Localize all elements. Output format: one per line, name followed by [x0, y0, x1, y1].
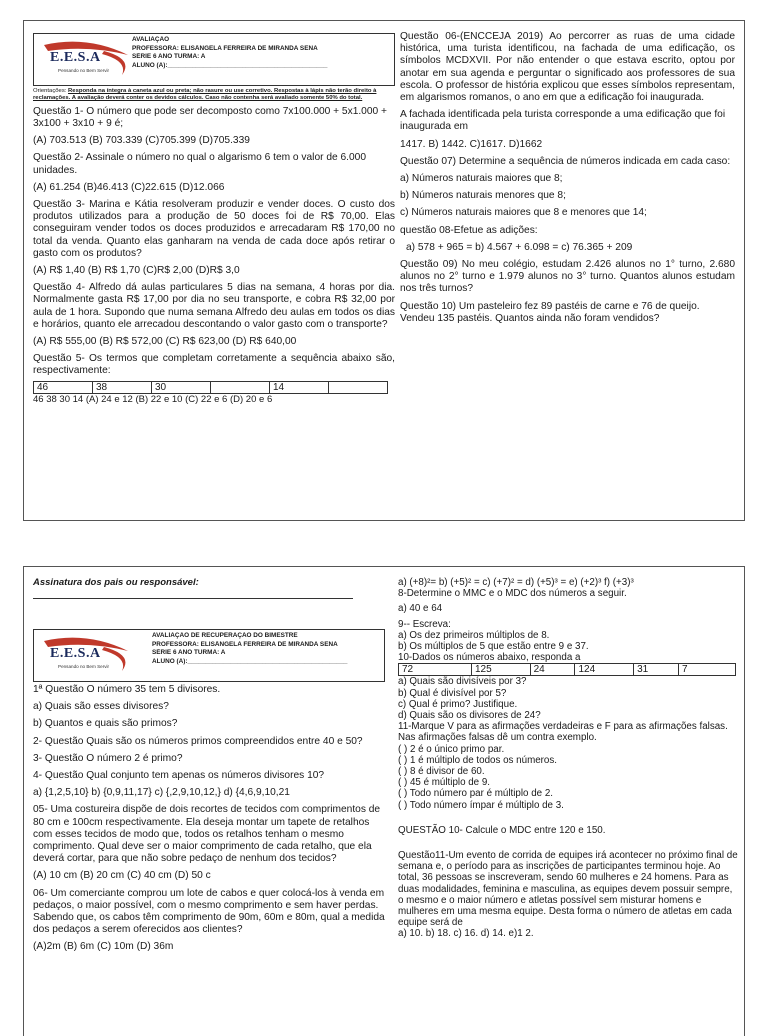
- answer-options: (A) 10 cm (B) 20 cm (C) 40 cm (D) 50 c: [33, 870, 211, 882]
- student-name-line: ALUNO (A):_____________________________________________: [132, 61, 328, 69]
- page2-right-column: [398, 577, 738, 940]
- question-text: Questão 09) No meu colégio, estudam 2.426 alunos no 1° turno, 2.680 alunos no 2° turno e 1.979 alunos no 3° turno. Quantos alunos estudam nos três turnos?: [400, 259, 735, 295]
- logo-brand: E.E.S.A: [50, 50, 101, 65]
- true-false-item: ( ) 2 é o único primo par.: [398, 743, 505, 755]
- question-text: A fachada identificada pela turista corresponde a uma edificação que foi inaugurada em: [400, 109, 726, 133]
- answer-options: (A) 61.254 (B)46.413 (C)22.615 (D)12.066: [33, 181, 225, 193]
- answer-options: 1417. B) 1442. C)1617. D)1662: [400, 138, 543, 150]
- page1-right-column: [400, 31, 735, 330]
- question-text: 4- Questão Qual conjunto tem apenas os números divisores 10?: [33, 770, 325, 782]
- sub-item: c) Qual é primo? Justifique.: [398, 698, 518, 710]
- true-false-item: ( ) 1 é múltiplo de todos os números.: [398, 754, 558, 766]
- answer-options: (A) R$ 555,00 (B) R$ 572,00 (C) R$ 623,00 (D) R$ 640,00: [33, 336, 297, 348]
- question-text: Questão 10) Um pasteleiro fez 89 pastéis de carne e 76 de queijo. Vendeu 135 pastéis. Quantos ainda não foram vendidos?: [400, 300, 700, 324]
- answer-options: (A) R$ 1,40 (B) R$ 1,70 (C)R$ 2,00 (D)R$ 3,0: [33, 265, 240, 277]
- sub-item: a) Quais são esses divisores?: [33, 701, 169, 713]
- question-text: QUESTÃO 10- Calcule o MDC entre 120 e 150.: [398, 824, 606, 836]
- answer-options: 46 38 30 14 (A) 24 e 12 (B) 22 e 10 (C) 22 e 6 (D) 20 e 6: [33, 393, 273, 405]
- sequence-cell: 14: [270, 381, 329, 393]
- logo-tagline: Pensando no Bem Servir: [58, 664, 110, 669]
- question-text: 9-- Escreva:: [398, 618, 451, 630]
- sub-item: b) Números naturais menores que 8;: [400, 190, 566, 202]
- question-text: Questão 4- Alfredo dá aulas particulares 5 dias na semana, 4 horas por dia. Normalmente gasta R$ 17,00 por dia no seu transporte, e cobra R$ 32,00 por aula de 1 hora. Supondo que numa semana Alfredo deu aulas em todos os dias e horários, quanto ele arrecadou descontando o valor gasto com o transporte?: [33, 282, 395, 330]
- answer-options: (A)2m (B) 6m (C) 10m (D) 36m: [33, 941, 174, 953]
- exam-title: AVALIAÇÃO: [132, 36, 170, 43]
- question-text: 10-Dados os números abaixo, responda a: [398, 652, 581, 664]
- sub-item: b) Os múltiplos de 5 que estão entre 9 e 37.: [398, 641, 589, 653]
- exam-title: AVALIAÇÃO DE RECUPERAÇÃO DO BIMESTRE: [152, 632, 298, 639]
- school-logo: [38, 37, 130, 79]
- question-text: 8-Determine o MMC e o MDC dos números a seguir.: [398, 588, 627, 600]
- true-false-item: ( ) Todo número par é múltiplo de 2.: [398, 788, 554, 800]
- number-cell: 31: [634, 664, 679, 676]
- question-text: 3- Questão O número 2 é primo?: [33, 752, 183, 764]
- exercise-line: a) (+8)²= b) (+5)² = c) (+7)² = d) (+5)³ = e) (+2)³ f) (+3)³: [398, 577, 634, 588]
- true-false-item: ( ) 45 é múltiplo de 9.: [398, 777, 491, 789]
- question-text: 11-Marque V para as afirmações verdadeiras e F para as afirmações falsas. Nas afirmações falsas dê um contra exemplo.: [398, 721, 728, 744]
- question-text: Questão 2- Assinale o número no qual o algarismo 6 tem o valor de 6.000 unidades.: [33, 152, 366, 176]
- number-cell: 124: [575, 664, 634, 676]
- sub-item: d) Quais são os divisores de 24?: [398, 710, 541, 722]
- header-info: [152, 632, 382, 666]
- numbers-table: [398, 663, 736, 676]
- exam-page-1: [23, 20, 745, 521]
- true-false-item: ( ) 8 é divisor de 60.: [398, 766, 485, 778]
- sub-item: a) Quais são divisíveis por 3?: [398, 676, 527, 688]
- logo-brand: E.E.S.A: [50, 646, 101, 661]
- page1-left-column: [33, 33, 395, 411]
- signature-label: Assinatura dos pais ou responsável:: [33, 577, 199, 588]
- sub-item: b) Qual é divisível por 5?: [398, 687, 507, 699]
- true-false-item: ( ) Todo número ímpar é múltiplo de 3.: [398, 799, 564, 811]
- question-text: 06- Um comerciante comprou um lote de cabos e quer colocá-los à venda em pedaços, o maior possível, com o mesmo comprimento e sem haver perdas. Sabendo que, os cabos têm comprimento de 90m, 60m e 80m, qual a medida dos pedaços a serem oferecidos aos clientes?: [33, 887, 385, 936]
- exam-header: [33, 629, 385, 682]
- question-text: 2- Questão Quais são os números primos compreendidos entre 40 e 50?: [33, 735, 363, 747]
- answer-options: a) {1,2,5,10} b) {0,9,11,17} c) {,2,9,10,12,} d) {4,6,9,10,21: [33, 787, 290, 799]
- teacher-name: PROFESSORA: ELISÂNGELA FERREIRA DE MIRANDA SENA: [152, 640, 338, 648]
- exam-page-2: [23, 566, 745, 1036]
- exam-header: [33, 33, 395, 86]
- question-text: Questão 07) Determine a sequência de números indicada em cada caso:: [400, 155, 731, 167]
- sub-item: a) Números naturais maiores que 8;: [400, 173, 563, 185]
- question-text: Questão 3- Marina e Kátia resolveram produzir e vender doces. O custo dos produtos utilizados para a produção de 50 doces foi de R$ 70,00. Elas conseguiram vender todos os doces produzidos e arrecadaram R$ 170,00 no total da venda. Quanto elas ganharam na venda de cada doce após retirar o gasto com os produtos?: [33, 199, 395, 259]
- question-text: questão 08-Efetue as adições:: [400, 224, 538, 236]
- instructions: [33, 88, 395, 103]
- class-info: SÉRIE 6 ANO TURMA: A: [132, 53, 206, 61]
- class-info: SÉRIE 6 ANO TURMA: A: [152, 649, 226, 657]
- sub-item: a) 578 + 965 = b) 4.567 + 6.098 = c) 76.365 + 209: [406, 241, 633, 253]
- question-text: 1ª Questão O número 35 tem 5 divisores.: [33, 684, 221, 695]
- answer-options: a) 10. b) 18. c) 16. d) 14. e)1 2.: [398, 928, 534, 940]
- header-info: [132, 36, 392, 70]
- number-cell: 24: [530, 664, 575, 676]
- instructions-text: Responda na íntegra à caneta azul ou preta; não rasure ou use corretivo. Respostas à lápis não terão direito à reclamações. A avaliação deverá conter os devidos cálculos. Caso não contenha será avaliado somente 50% do total.: [33, 88, 377, 102]
- question-text: Questão 1- O número que pode ser decomposto como 7x100.000 + 5x1.000 + 3x100 + 3x10 + 9 é;: [33, 105, 387, 130]
- sub-item: a) Os dez primeiros múltiplos de 8.: [398, 629, 550, 641]
- logo-tagline: Pensando no Bem Servir: [58, 68, 110, 73]
- page2-left-column: [33, 577, 385, 959]
- sub-item: a) 40 e 64: [398, 603, 443, 615]
- sequence-cell: 30: [152, 381, 211, 393]
- sequence-cell: [329, 381, 388, 393]
- number-cell: 7: [679, 664, 736, 676]
- sub-item: c) Números naturais maiores que 8 e menores que 14;: [400, 207, 647, 219]
- sequence-cell: 46: [34, 381, 93, 393]
- signature-line: [33, 590, 353, 599]
- answer-options: (A) 703.513 (B) 703.339 (C)705.399 (D)705.339: [33, 135, 250, 147]
- question-text: Questão11-Um evento de corrida de equipes irá acontecer no próximo final de semana e, o período para as inscrições de participantes terminou hoje. Ao total, 36 pessoas se inscreveram, sendo 60 mulheres e 24 homens. Para as duas modalidades, feminina e masculina, as equipes devem possuir sempre, o mesmo e o maior número e atletas possível sem misturar homens e mulheres em uma mesma equipe. Desta forma o número de atletas em cada equipe será de: [398, 850, 738, 929]
- sequence-table: [33, 381, 388, 394]
- number-cell: 72: [399, 664, 472, 676]
- student-name-line: ALUNO (A):_____________________________________________: [152, 657, 348, 665]
- question-text: 05- Uma costureira dispõe de dois recortes de tecidos com comprimentos de 80 cm e 100cm respectivamente. Ela deseja montar um tapete de retalhos com esses tecidos de modo que, todos os retalhos tenham o mesmo comprimento. Qual deve ser o maior comprimento de cada retalho, que ela deverá cortar, para que não sobre pedaço de nenhum dos tecidos?: [33, 804, 381, 865]
- number-cell: 125: [472, 664, 531, 676]
- question-text: Questão 5- Os termos que completam corretamente a sequência abaixo são, respectivamente:: [33, 353, 395, 377]
- question-text: Questão 06-(ENCCEJA 2019) Ao percorrer as ruas de uma cidade histórica, uma turista identificou, na fachada de uma edificação, os símbolos MCDXVII. Por não entender o que estava escrito, optou por anotar em sua agenda e perguntar o significado aos professores de sua escola. O professor de história explicou que esses símbolos representam, em algarismos romanos, o ano em que a edificação foi inaugurada.: [400, 31, 735, 104]
- sub-item: b) Quantos e quais são primos?: [33, 718, 178, 730]
- school-logo: [38, 633, 130, 675]
- sequence-cell: [211, 381, 270, 393]
- instructions-label: Orientações:: [33, 88, 69, 94]
- sequence-cell: 38: [93, 381, 152, 393]
- teacher-name: PROFESSORA: ELISÂNGELA FERREIRA DE MIRANDA SENA: [132, 44, 318, 52]
